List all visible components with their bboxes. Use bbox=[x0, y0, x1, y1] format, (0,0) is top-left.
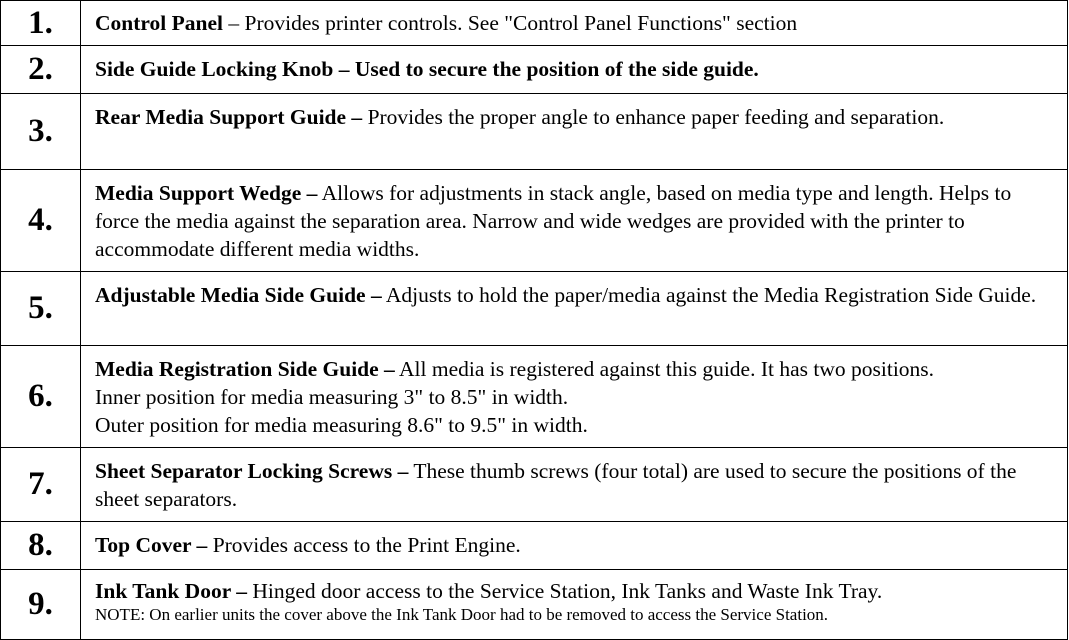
item-term: Ink Tank Door – bbox=[95, 579, 247, 603]
item-description bbox=[81, 170, 1068, 272]
item-number: 8. bbox=[1, 522, 81, 570]
table-row bbox=[1, 94, 1068, 170]
item-term: Media Support Wedge – bbox=[95, 181, 318, 205]
item-text: All media is registered against this guide. It has two positions. bbox=[399, 357, 935, 381]
item-description bbox=[81, 448, 1068, 522]
item-term: Top Cover – bbox=[95, 533, 208, 557]
item-line: Inner position for media measuring 3" to 8.5" in width. bbox=[95, 385, 569, 409]
item-text: Adjusts to hold the paper/media against the Media Registration Side Guide. bbox=[385, 283, 1037, 307]
table-row bbox=[1, 1, 1068, 46]
item-line bbox=[95, 355, 1055, 383]
item-description bbox=[81, 346, 1068, 448]
item-number: 1. bbox=[1, 1, 81, 46]
item-text: Provides printer controls. See "Control Panel Functions" section bbox=[244, 11, 798, 35]
item-text: Used to secure the position of the side guide. bbox=[354, 57, 759, 81]
item-number: 9. bbox=[1, 570, 81, 640]
item-number: 7. bbox=[1, 448, 81, 522]
item-line bbox=[95, 577, 1055, 605]
item-number: 5. bbox=[1, 272, 81, 346]
item-text: These thumb screws (four total) are used to secure the positions of the sheet separators. bbox=[95, 459, 1017, 511]
item-description bbox=[81, 94, 1068, 170]
item-text: Hinged door access to the Service Station, Ink Tanks and Waste Ink Tray. bbox=[252, 579, 883, 603]
item-note: NOTE: On earlier units the cover above the Ink Tank Door had to be removed to access the Service Station. bbox=[95, 605, 829, 624]
table-row bbox=[1, 570, 1068, 640]
item-text: Provides the proper angle to enhance paper feeding and separation. bbox=[367, 105, 945, 129]
item-description bbox=[81, 522, 1068, 570]
item-term: Control Panel bbox=[95, 11, 224, 35]
item-description bbox=[81, 570, 1068, 640]
table-row bbox=[1, 46, 1068, 94]
table-row bbox=[1, 170, 1068, 272]
table-row bbox=[1, 448, 1068, 522]
item-line: Outer position for media measuring 8.6" to 9.5" in width. bbox=[95, 413, 588, 437]
table-row bbox=[1, 346, 1068, 448]
item-text: Provides access to the Print Engine. bbox=[212, 533, 521, 557]
item-description bbox=[81, 46, 1068, 94]
item-description bbox=[81, 272, 1068, 346]
item-number: 2. bbox=[1, 46, 81, 94]
item-term: Rear Media Support Guide – bbox=[95, 105, 363, 129]
item-text: Allows for adjustments in stack angle, based on media type and length. Helps to force the media against the separation area. Narrow and wide wedges are provided with the printer to accommodate different media widths. bbox=[95, 181, 1012, 261]
table-row bbox=[1, 522, 1068, 570]
item-term: Adjustable Media Side Guide – bbox=[95, 283, 382, 307]
item-term: Sheet Separator Locking Screws – bbox=[95, 459, 409, 483]
item-term: Side Guide Locking Knob bbox=[95, 57, 334, 81]
item-number: 6. bbox=[1, 346, 81, 448]
item-separator: – bbox=[223, 11, 245, 35]
item-number: 3. bbox=[1, 94, 81, 170]
item-description bbox=[81, 1, 1068, 46]
item-separator: – bbox=[333, 57, 355, 81]
table-row bbox=[1, 272, 1068, 346]
item-number: 4. bbox=[1, 170, 81, 272]
item-term: Media Registration Side Guide – bbox=[95, 357, 395, 381]
